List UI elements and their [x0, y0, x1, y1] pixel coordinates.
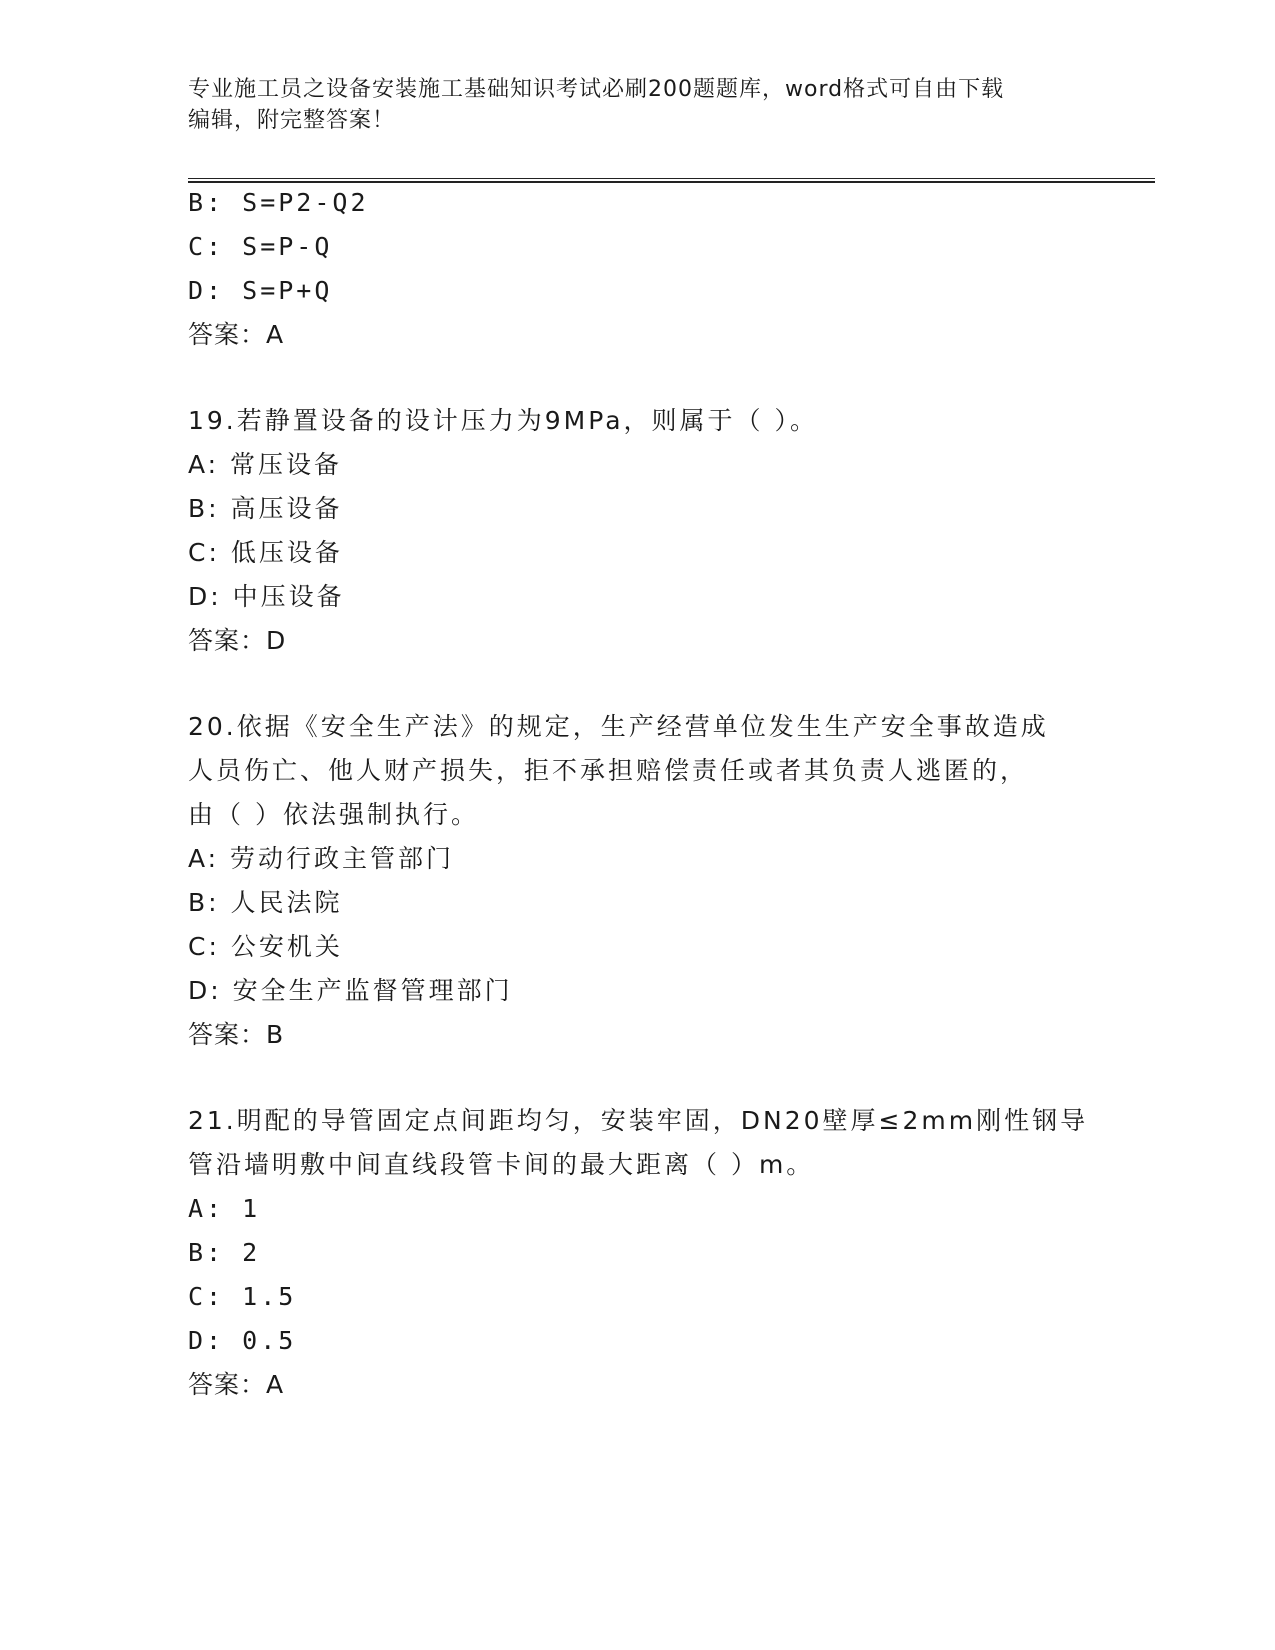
q19-question: 19.若静置设备的设计压力为9MPa，则属于（ ）。 [188, 406, 818, 435]
q19-option-b: B: 高压设备 [188, 494, 343, 523]
q20-option-a: A: 劳动行政主管部门 [188, 844, 455, 873]
q20-question-line-2: 人员伤亡、他人财产损失，拒不承担赔偿责任或者其负责人逃匿的， [188, 756, 1029, 785]
q18-option-d: D: S=P+Q [188, 276, 333, 305]
q21-question-line-1: 21.明配的导管固定点间距均匀，安装牢固，DN20壁厚≤2mm刚性钢导 [188, 1106, 1089, 1135]
q21-answer: 答案：A [188, 1370, 285, 1399]
document-header [188, 74, 1088, 136]
q21-option-d: D: 0.5 [188, 1326, 297, 1355]
q19-option-d: D: 中压设备 [188, 582, 345, 611]
q20-question-line-3: 由（ ）依法强制执行。 [188, 800, 479, 829]
q19-option-a: A: 常压设备 [188, 450, 343, 479]
q20-answer: 答案：B [188, 1020, 285, 1049]
q18-option-b: B: S=P2-Q2 [188, 188, 369, 217]
header-divider [188, 178, 1155, 183]
q21-option-b: B: 2 [188, 1238, 261, 1267]
q20-option-b: B: 人民法院 [188, 888, 343, 917]
q21-option-c: C: 1.5 [188, 1282, 297, 1311]
header-line-1: 专业施工员之设备安装施工基础知识考试必刷200题题库，word格式可自由下载 [188, 77, 1005, 102]
q21-question-line-2: 管沿墙明敷中间直线段管卡间的最大距离（ ）m。 [188, 1150, 815, 1179]
q20-option-c: C: 公安机关 [188, 932, 343, 961]
header-line-2: 编辑，附完整答案！ [188, 108, 396, 133]
q20-option-d: D: 安全生产监督管理部门 [188, 976, 513, 1005]
q21-option-a: A: 1 [188, 1194, 261, 1223]
q20-question-line-1: 20.依据《安全生产法》的规定，生产经营单位发生生产安全事故造成 [188, 712, 1049, 741]
q19-answer: 答案：D [188, 626, 287, 655]
q18-answer: 答案：A [188, 320, 285, 349]
q18-option-c: C: S=P-Q [188, 232, 333, 261]
q19-option-c: C: 低压设备 [188, 538, 343, 567]
